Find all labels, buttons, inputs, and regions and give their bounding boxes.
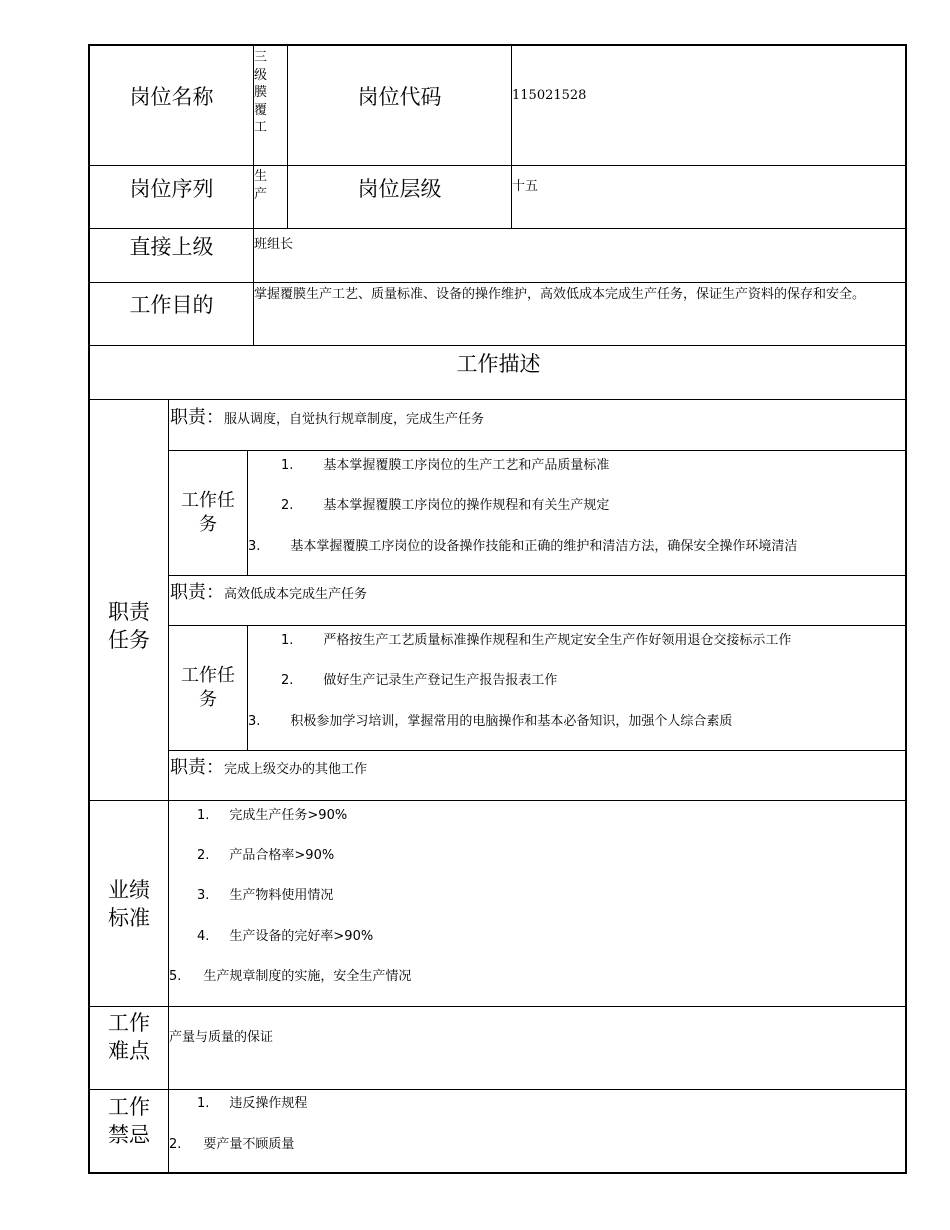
superior-value: 班组长 [254,237,294,252]
list-item: 1. 违反操作规程 [197,1096,308,1111]
post-level-value: 十五 [512,179,539,194]
list-item: 1. 基本掌握覆膜工序岗位的生产工艺和产品质量标准 [281,458,610,473]
list-item: 3. 生产物料使用情况 [197,888,334,903]
description-title: 工作描述 [456,352,541,376]
taboo-label: 工作禁忌 [108,1095,150,1147]
list-item: 2. 产品合格率>90% [197,848,335,863]
list-item: 1. 完成生产任务>90% [197,808,348,823]
task-label: 工作任务 [181,665,235,710]
row-divider [90,800,907,801]
list-item: 2. 做好生产记录生产登记生产报告报表工作 [281,673,558,688]
post-code-value: 115021528 [512,88,587,103]
post-name-label: 岗位名称 [129,85,214,109]
row-divider [168,625,907,626]
difficulty-label: 工作难点 [108,1011,150,1063]
col-divider [247,450,248,575]
duty-row-1 [170,403,484,429]
row-divider [90,1089,907,1090]
duty-text: 完成上级交办的其他工作 [224,762,368,777]
list-item: 1. 严格按生产工艺质量标准操作规程和生产规定安全生产作好领用退仓交接标示工作 [281,633,792,648]
list-item: 3. 基本掌握覆膜工序岗位的设备操作技能和正确的维护和清洁方法，确保安全操作环境清洁 [248,539,798,554]
purpose-value: 掌握覆膜生产工艺、质量标准、设备的操作维护，高效低成本完成生产任务，保证生产资料的保存和安全。 [254,287,866,302]
col-divider [247,625,248,750]
duty-row-3 [170,753,367,779]
duty-row-2 [170,578,367,604]
post-seq-value: 生产 [254,169,268,202]
performance-label: 业绩标准 [108,877,150,930]
purpose-label: 工作目的 [129,293,214,317]
duty-prefix: 职责： [170,407,224,428]
difficulty-text: 产量与质量的保证 [169,1030,274,1045]
row-divider [90,399,907,400]
list-item: 4. 生产设备的完好率>90% [197,929,374,944]
duty-prefix: 职责： [170,582,224,603]
row-divider [168,750,907,751]
duty-text: 服从调度，自觉执行规章制度，完成生产任务 [224,412,485,427]
post-level-label: 岗位层级 [357,177,442,201]
list-item: 3. 积极参加学习培训，掌握常用的电脑操作和基本必备知识，加强个人综合素质 [248,714,733,729]
post-code-label: 岗位代码 [357,85,442,109]
duty-text: 高效低成本完成生产任务 [224,587,368,602]
post-seq-label: 岗位序列 [129,177,214,201]
job-description-table [88,44,907,1174]
row-divider [168,575,907,576]
superior-label: 直接上级 [129,235,214,259]
list-item: 2. 要产量不顾质量 [169,1137,295,1152]
row-divider [90,1006,907,1007]
duties-label: 职责任务 [108,599,150,652]
duty-prefix: 职责： [170,757,224,778]
post-name-value: 三级膜覆工 [254,50,268,135]
list-item: 2. 基本掌握覆膜工序岗位的操作规程和有关生产规定 [281,498,610,513]
row-divider [168,450,907,451]
task-label: 工作任务 [181,490,235,535]
list-item: 5. 生产规章制度的实施，安全生产情况 [169,969,412,984]
col-divider [511,46,512,228]
